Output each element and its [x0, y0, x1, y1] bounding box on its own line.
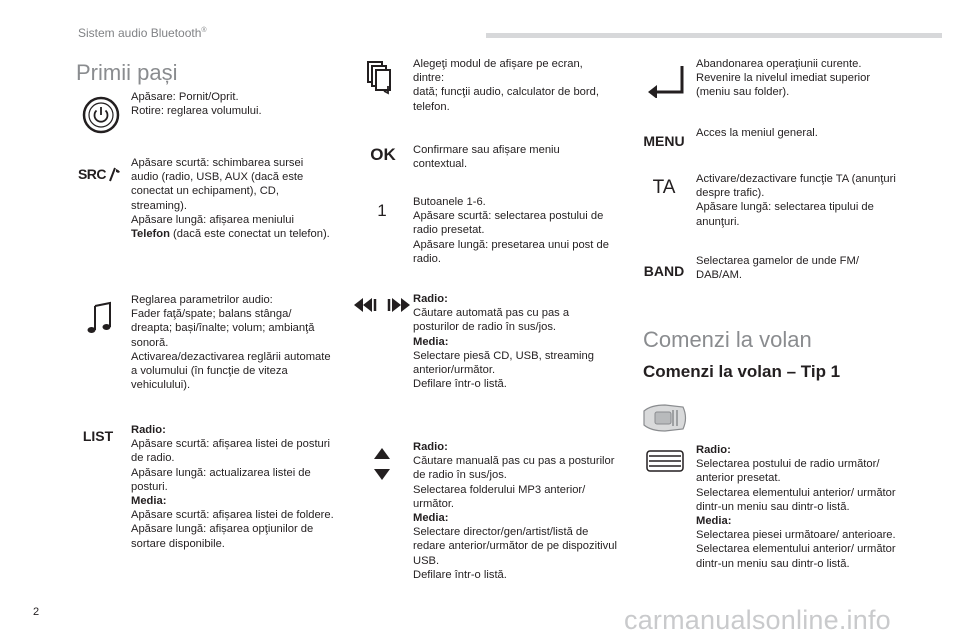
list-description: Radio: Apăsare scurtă: afișarea listei de posturi de radio. Apăsare lungă: actualizarea listei de posturi. Media: Apăsare scurtă: afișarea listei de foldere. Apăsare lungă: afișarea opţiunilor de sortare disponibile.: [131, 424, 334, 550]
ta-icon: TA: [652, 177, 676, 198]
manual-search-description: Radio: Căutare manuală pas cu pas a posturilor de radio în sus/jos. Selectarea folderului MP3 anterior/ următor. Media: Selectare director/gen/artist/listă de redare anterior/următor de pe dispozitivul USB. Defilare într-o listă.: [413, 441, 617, 581]
bold-label: Media:: [131, 495, 167, 508]
ok-icon: OK: [370, 145, 396, 164]
seek-arrows-icon: [354, 297, 410, 313]
seek-description: Radio: Căutare automată pas cu pas a posturilor de radio în sus/jos. Media: Selectare piesă CD, USB, streaming anterior/următor. Defilare într-o listă.: [413, 293, 594, 391]
steering-control-image: [641, 403, 689, 433]
src-phone-icon: SRC: [76, 164, 124, 184]
subsection-title-tip1: Comenzi la volan – Tip 1: [643, 362, 841, 381]
music-note-icon: [86, 300, 114, 336]
power-description: Apăsare: Pornit/Oprit. Rotire: reglarea volumului.: [131, 91, 262, 118]
bold-label: Telefon: [131, 228, 170, 241]
ta-description: Activare/dezactivare funcţie TA (anunţuri despre trafic). Apăsare lungă: selectarea tipului de anunţuri.: [696, 173, 896, 228]
header-bar: [486, 33, 942, 38]
display-mode-icon: [366, 60, 396, 96]
bold-label: Media:: [413, 335, 449, 348]
bold-label: Media:: [413, 512, 449, 525]
wheel-scroll-icon: [646, 450, 684, 472]
wheel-scroll-description: Radio: Selectarea postului de radio următor/ anterior presetat. Selectarea elementului anterior/ următor dintr-un meniu sau dintr-o listă. Media: Selectarea piesei următoare/ anterioare. Selectarea elementului anterior/ următor dintr-un meniu sau dintr-o listă.: [696, 444, 896, 570]
bold-label: Radio:: [413, 441, 448, 453]
back-arrow-icon: [646, 64, 686, 98]
menu-icon: MENU: [643, 133, 685, 149]
section-title-primii-pasi: Primii pași: [76, 60, 178, 85]
watermark: carmanualsonline.info: [624, 605, 891, 635]
bold-label: Media:: [696, 515, 732, 528]
audio-settings-description: Reglarea parametrilor audio: Fader faţă/spate; balans stânga/ dreapta; bași/înalte; volum; ambianţă sonoră. Activarea/dezactivarea reglării automate a volumului (în funcţie de viteza vehiculului).: [131, 294, 331, 392]
back-description: Abandonarea operaţiunii curente. Revenire la nivelul imediat superior (meniu sau folder).: [696, 58, 871, 99]
ok-description: Confirmare sau afișare meniu contextual.: [413, 144, 560, 171]
page-number: 2: [33, 606, 40, 618]
power-icon: [82, 96, 120, 134]
display-mode-description: Alegeţi modul de afișare pe ecran, dintre: dată; funcţii audio, calculator de bord, telefon.: [413, 58, 599, 113]
list-icon: LIST: [82, 428, 114, 444]
digit-one-icon: 1: [377, 201, 387, 220]
section-title-comenzi-volan: Comenzi la volan: [643, 327, 812, 352]
menu-description: Acces la meniul general.: [696, 127, 818, 139]
band-description: Selectarea gamelor de unde FM/ DAB/AM.: [696, 255, 859, 282]
bold-label: Radio:: [413, 293, 448, 305]
bold-label: Radio:: [696, 444, 731, 456]
band-icon: BAND: [643, 263, 685, 279]
header-title: Sistem audio Bluetooth®: [78, 26, 207, 40]
up-down-arrows-icon: [373, 447, 391, 481]
bold-label: Radio:: [131, 424, 166, 436]
src-description: Apăsare scurtă: schimbarea sursei audio (radio, USB, AUX (dacă este conectat un echipament), CD, streaming). Apăsare lungă: afișarea meniului Telefon (dacă este conectat un telefon).: [131, 157, 330, 241]
presets-description: Butoanele 1-6. Apăsare scurtă: selectarea postului de radio presetat. Apăsare lungă: presetarea unui post de radio.: [413, 196, 609, 265]
